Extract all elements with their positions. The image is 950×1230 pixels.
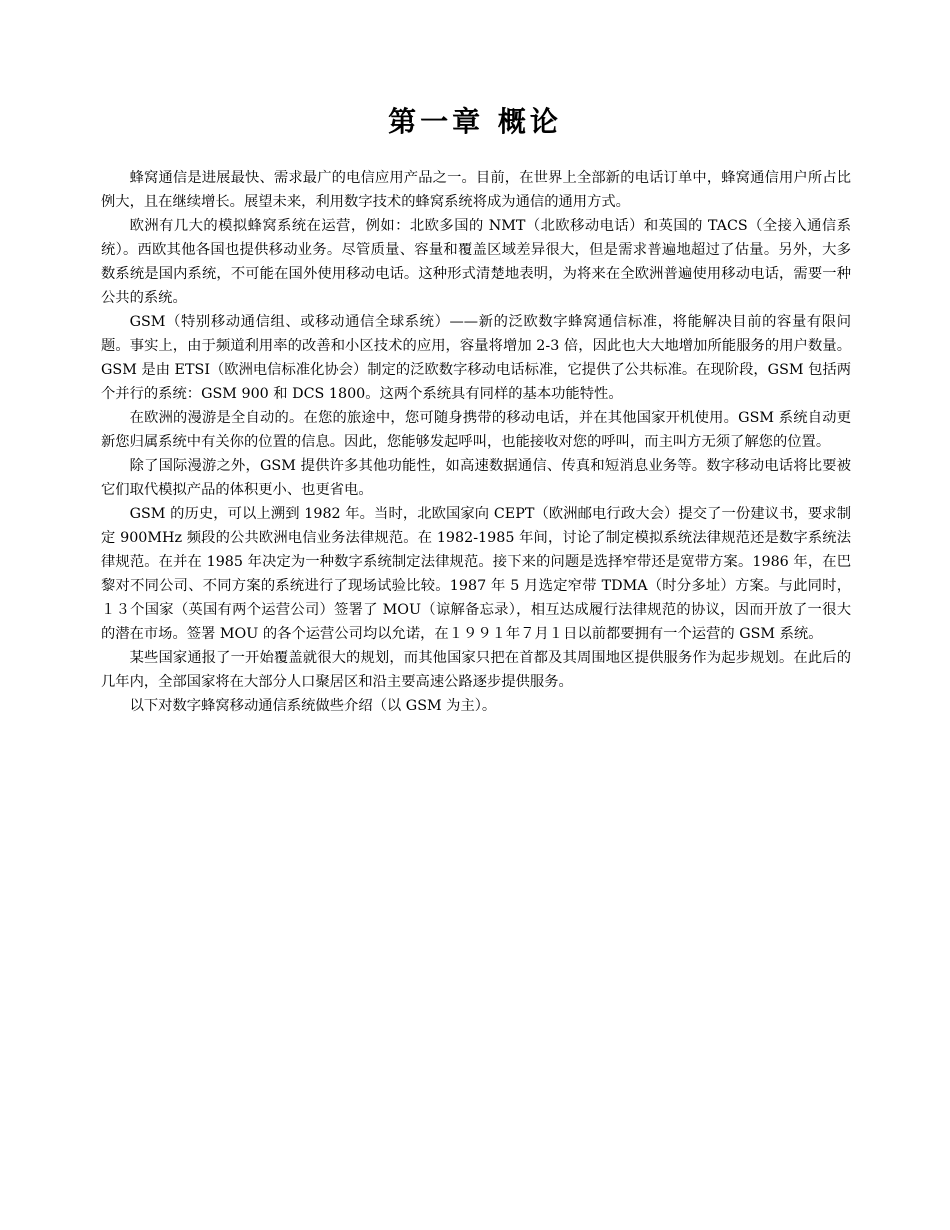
paragraph-european-analog-systems: 欧洲有几大的模拟蜂窝系统在运营，例如：北欧多国的 NMT（北欧移动电话）和英国的 TACS（全接入通信系统）。西欧其他各国也提供移动业务。尽管质量、容量和覆盖区域差异很大，但是需求普遍地超过了估量。另外，大多数系统是国内系统，不可能在国外使用移动电话。这种形式清楚地表明，为将来在全欧洲普遍使用移动电话，需要一种公共的系统。 (101, 218, 851, 306)
paragraph-gsm-features: 除了国际漫游之外，GSM 提供许多其他功能性，如高速数据通信、传真和短消息业务等。数字移动电话将比要被它们取代模拟产品的体积更小、也更省电。 (101, 458, 851, 498)
paragraph-introduction-note: 以下对数字蜂窝移动通信系统做些介绍（以 GSM 为主）。 (129, 698, 497, 714)
body-text (101, 166, 851, 718)
paragraph-gsm-history: GSM 的历史，可以上溯到 1982 年。当时，北欧国家向 CEPT（欧洲邮电行政大会）提交了一份建议书，要求制定 900MHz 频段的公共欧洲电信业务法律规范。在 1982-1985 年间，讨论了制定模拟系统法律规范还是数字系统法律规范。在并在 1985 年决定为一种数字系统制定法律规范。接下来的问题是选择窄带还是宽带方案。1986 年，在巴黎对不同公司、不同方案的系统进行了现场试验比较。1987 年 5 月选定窄带 TDMA（时分多址）方案。与此同时，１３个国家（英国有两个运营公司）签署了 MOU（谅解备忘录），相互达成履行法律规范的协议，因而开放了一很大的潜在市场。签署 MOU 的各个运营公司均以允诺，在１９９１年７月１日以前都要拥有一个运营的 GSM 系统。 (101, 506, 851, 642)
paragraph-rollout-plans: 某些国家通报了一开始覆盖就很大的规划，而其他国家只把在首都及其周围地区提供服务作为起步规划。在此后的几年内，全部国家将在大部分人口聚居区和沿主要高速公路逐步提供服务。 (101, 650, 851, 690)
chapter-title: 第一章 概论 (388, 105, 562, 138)
paragraph-roaming: 在欧洲的漫游是全自动的。在您的旅途中，您可随身携带的移动电话，并在其他国家开机使用。GSM 系统自动更新您归属系统中有关你的位置的信息。因此，您能够发起呼叫，也能接收对您的呼叫，而主叫方无须了解您的位置。 (101, 410, 851, 450)
paragraph-cellular-intro: 蜂窝通信是进展最快、需求最广的电信应用产品之一。目前，在世界上全部新的电话订单中，蜂窝通信用户所占比例大，且在继续增长。展望未来，利用数字技术的蜂窝系统将成为通信的通用方式。 (101, 170, 851, 210)
paragraph-gsm-standard: GSM（特别移动通信组、或移动通信全球系统）——新的泛欧数字蜂窝通信标准，将能解决目前的容量有限问题。事实上，由于频道利用率的改善和小区技术的应用，容量将增加 2-3 倍，因此也大大地增加所能服务的用户数量。GSM 是由 ETSI（欧洲电信标准化协会）制定的泛欧数字移动电话标准，它提供了公共标准。在现阶段，GSM 包括两个并行的系统：GSM 900 和 DCS 1800。这两个系统具有同样的基本功能特性。 (101, 314, 851, 402)
